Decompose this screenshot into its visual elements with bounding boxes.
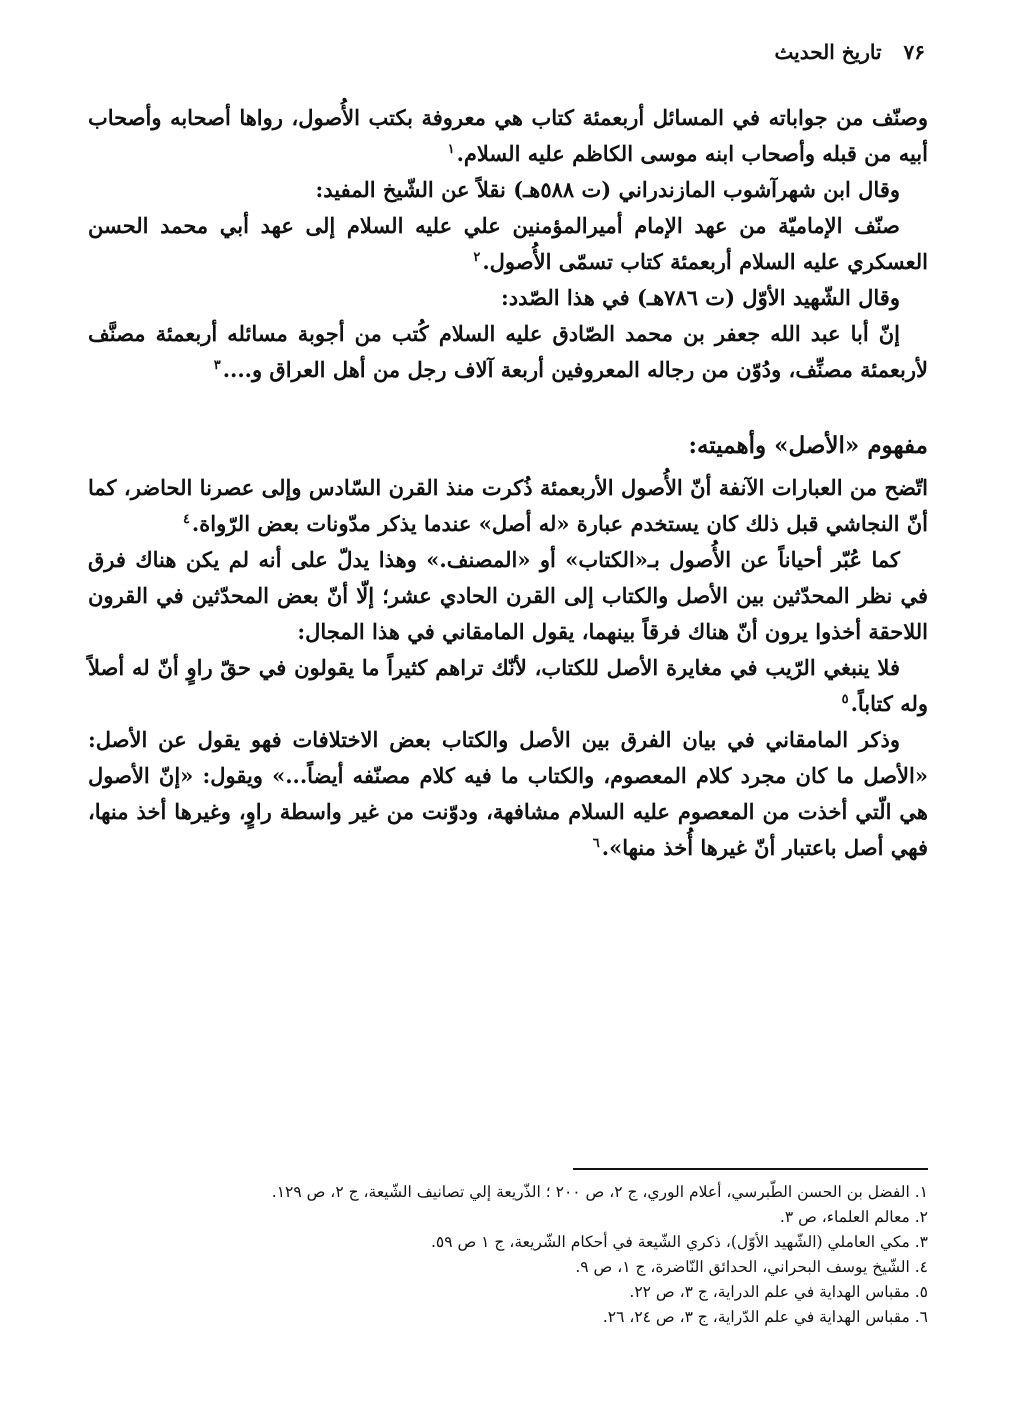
section-paragraph-2: كما عُبّر أحياناً عن الأُصول بـ«الكتاب» أو «المصنف.» وهذا يدلّ على أنه لم يكن هناك فرق في نظر المحدّثين بين الأصل والكتاب إلى القرن الحادي عشر؛ إلّا أنّ بعض المحدّثين في القرون اللاحقة أخذوا يرون أنّ هناك فرقاً بينهما، يقول المامقاني في هذا المجال: xyxy=(88,547,928,644)
quote-1 xyxy=(88,208,928,280)
quote-2 xyxy=(88,316,928,388)
running-title: تاريخ الحديث xyxy=(774,40,882,64)
footnote-3: ٣. مكي العاملي (الشّهيد الأوّل)، ذكري الشّيعة في أحكام الشّريعة، ج ١ ص ٥٩. xyxy=(430,1233,928,1251)
quote-3-text: فلا ينبغي الرّيب في مغايرة الأصل للكتاب، لأنّك تراهم كثيراً ما يقولون في حقّ راوٍ أنّ له أصلاً وله كتاباً. xyxy=(88,655,928,716)
footnotes xyxy=(88,1180,928,1330)
section-paragraph-1-text: اتّضح من العبارات الآنفة أنّ الأُصول الأربعمئة ذُكرت منذ القرن السّادس وإلى عصرنا الحاضر، كما أنّ النجاشي قبل ذلك كان يستخدم عبارة «له أصل» عندما يذكر مدّونات بعض الرّواة. xyxy=(88,475,928,536)
section-paragraph-4 xyxy=(88,722,928,866)
footnote-divider xyxy=(573,1168,928,1170)
paragraph-1 xyxy=(88,100,928,172)
footnote-2: ٢. معالم العلماء، ص ٣. xyxy=(779,1208,928,1226)
paragraph-1-text: وصنّف من جواباته في المسائل أربعمئة كتاب هي معروفة بكتب الأُصول، رواها أصحابه وأصحاب أبيه من قبله وأصحاب ابنه موسى الكاظم عليه السلام. xyxy=(88,105,928,166)
page-number: ٧۶ xyxy=(903,40,925,64)
footnote-ref-4: ٤ xyxy=(182,512,190,527)
main-text xyxy=(88,100,928,866)
paragraph-4: وقال الشّهيد الأوّل (ت ٧٨٦هـ) في هذا الصّدد: xyxy=(501,285,900,310)
section-paragraph-1 xyxy=(88,470,928,542)
running-header xyxy=(774,40,925,64)
footnote-ref-6: ٦ xyxy=(592,836,600,851)
footnote-ref-5: ٥ xyxy=(841,692,849,707)
paragraph-2: وقال ابن شهرآشوب المازندراني (ت ٥٨٨هـ) نقلاً عن الشّيخ المفيد: xyxy=(315,177,900,202)
footnote-4: ٤. الشّيخ يوسف البحراني، الحدائق النّاضرة، ج ١، ص ٩. xyxy=(575,1258,928,1276)
quote-3 xyxy=(88,650,928,722)
footnote-ref-1: ١ xyxy=(447,142,455,157)
section-paragraph-4-text: وذكر المامقاني في بيان الفرق بين الأصل والكتاب بعض الاختلافات فهو يقول عن الأصل: «الأصل ما كان مجرد كلام المعصوم، والكتاب ما فيه كلام مصنّفه أيضاً...» ويقول: «إنّ الأصول هي الّتي أخذت من المعصوم عليه السلام مشافهة، ودوّنت من غير واسطة راوٍ، وغيرها أخذ منها، فهي أصل باعتبار أنّ غيرها أُخذ منها». xyxy=(88,727,928,860)
footnote-ref-2: ٢ xyxy=(473,250,481,265)
footnote-6: ٦. مقباس الهداية في علم الدّراية، ج ٣، ص ٢٤، ٢٦. xyxy=(602,1308,928,1326)
section-heading: مفهوم «الأصل» وأهميته: xyxy=(688,432,928,459)
footnote-ref-3: ٣ xyxy=(213,358,221,373)
footnote-5: ٥. مقباس الهداية في علم الدراية، ج ٣، ص ٢٢. xyxy=(629,1283,928,1301)
footnote-1: ١. الفضل بن الحسن الطّبرسي، أعلام الوري، ج ٢، ص ٢٠٠ ؛ الذّريعة إلي تصانيف الشّيعة، ج ٢، ص ١٢٩. xyxy=(271,1183,928,1201)
quote-1-text: صنّف الإماميّة من عهد الإمام أميرالمؤمنين علي عليه السلام إلى عهد أبي محمد الحسن العسكري عليه السلام أربعمئة كتاب تسمّى الأُصول. xyxy=(88,213,928,274)
quote-2-text: إنّ أبا عبد الله جعفر بن محمد الصّادق عليه السلام كُتب من أجوبة مسائله أربعمئة مصنَّف لأربعمئة مصنِّف، ودُوّن من رجاله المعروفين أربعة آلاف رجل من أهل العراق و.... xyxy=(88,321,928,382)
